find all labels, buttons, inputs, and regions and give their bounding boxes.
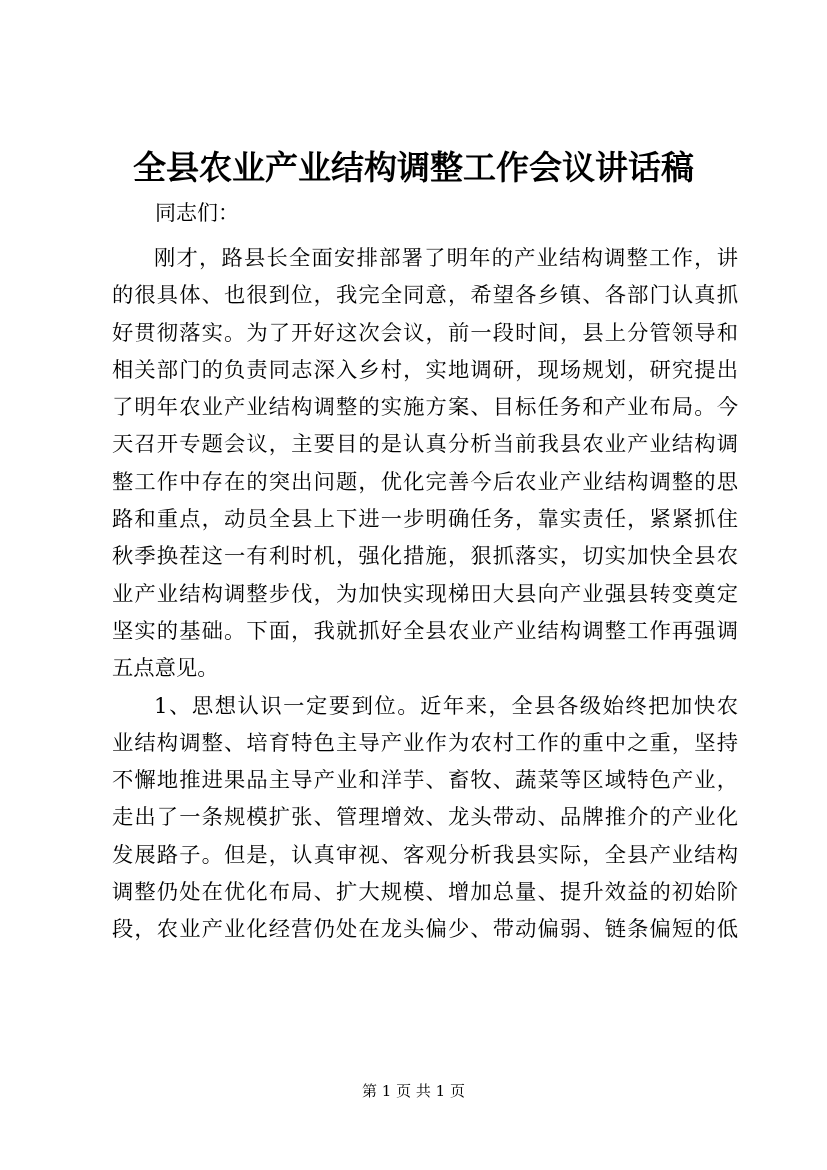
document-title: 全县农业产业结构调整工作会议讲话稿 <box>133 148 694 187</box>
body-line: 走出了一条规模扩张、管理增效、龙头带动、品牌推介的产业化 <box>112 805 738 831</box>
body-line: 路和重点，动员全县上下进一步明确任务，靠实责任，紧紧抓住 <box>112 507 738 533</box>
body-line: 了明年农业产业结构调整的实施方案、目标任务和产业布局。今 <box>112 395 738 421</box>
body-line: 秋季换茬这一有利时机，强化措施，狠抓落实，切实加快全县农 <box>112 544 738 570</box>
body-line: 五点意见。 <box>112 656 219 682</box>
body-line: 发展路子。但是，认真审视、客观分析我县实际，全县产业结构 <box>112 842 738 868</box>
body-line: 业结构调整、培育特色主导产业作为农村工作的重中之重，坚持 <box>112 730 738 756</box>
body-line: 整工作中存在的突出问题，优化完善今后农业产业结构调整的思 <box>112 469 738 495</box>
document-body <box>112 240 738 949</box>
body-line: 的很具体、也很到位，我完全同意，希望各乡镇、各部门认真抓 <box>112 283 738 309</box>
body-line: 调整仍处在优化布局、扩大规模、增加总量、提升效益的初始阶 <box>112 880 738 906</box>
body-line: 不懈地推进果品主导产业和洋芋、畜牧、蔬菜等区域特色产业， <box>112 768 738 794</box>
body-line: 业产业结构调整步伐，为加快实现梯田大县向产业强县转变奠定 <box>112 581 738 607</box>
body-line: 坚实的基础。下面，我就抓好全县农业产业结构调整工作再强调 <box>112 618 738 644</box>
body-line: 好贯彻落实。为了开好这次会议，前一段时间，县上分管领导和 <box>112 320 738 346</box>
body-line: 1、思想认识一定要到位。近年来，全县各级始终把加快农 <box>154 693 738 719</box>
body-line: 刚才，路县长全面安排部署了明年的产业结构调整工作，讲 <box>154 246 738 271</box>
body-line: 相关部门的负责同志深入乡村，实地调研，现场规划，研究提出 <box>112 357 738 383</box>
body-line: 天召开专题会议，主要目的是认真分析当前我县农业产业结构调 <box>112 432 738 458</box>
body-line: 段，农业产业化经营仍处在龙头偏少、带动偏弱、链条偏短的低 <box>112 917 738 943</box>
page-number-footer: 第 1 页 共 1 页 <box>362 1082 465 1100</box>
salutation: 同志们： <box>155 201 239 225</box>
